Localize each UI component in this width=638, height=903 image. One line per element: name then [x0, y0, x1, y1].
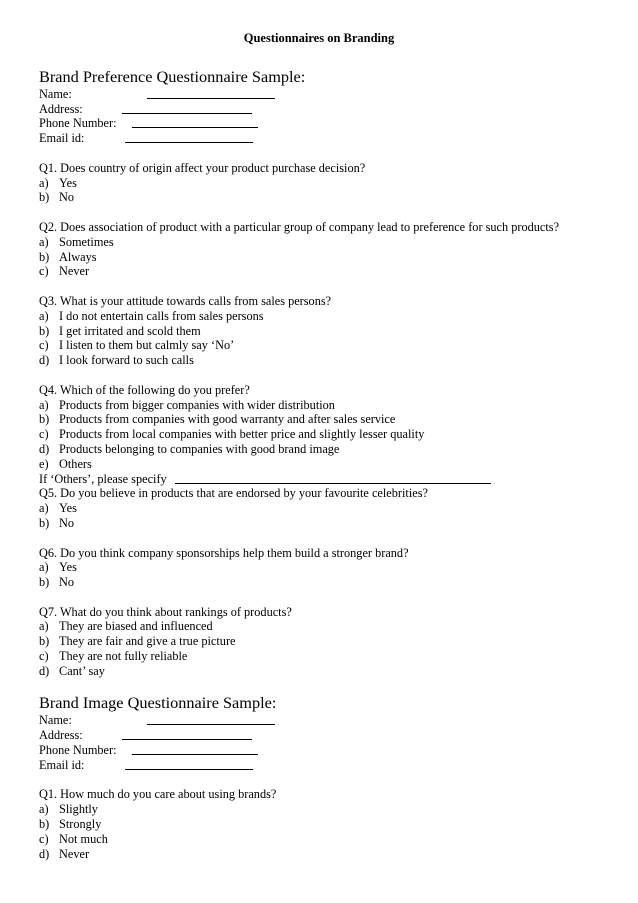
- option-a: a) Sometimes: [39, 234, 114, 249]
- email-field: [39, 758, 638, 773]
- question-text: Q1. Does country of origin affect your product purchase decision?: [39, 160, 366, 175]
- question-text: Q7. What do you think about rankings of products?: [39, 604, 292, 619]
- others-specify: [39, 472, 638, 487]
- field-label: Email id:: [39, 757, 85, 772]
- blank-line: [122, 113, 252, 114]
- option-b: b) Products from companies with good warranty and after sales service: [39, 412, 396, 427]
- field-label: Address:: [39, 101, 83, 116]
- address-field: [39, 102, 638, 117]
- question-7: [39, 605, 638, 679]
- question-1: [39, 161, 638, 205]
- field-label: Phone Number:: [39, 116, 117, 131]
- phone-field: [39, 116, 638, 131]
- brand-preference-section: [39, 67, 638, 694]
- phone-field: [39, 743, 638, 758]
- section-title: Brand Preference Questionnaire Sample:: [39, 66, 306, 86]
- option-a: a) Slightly: [39, 802, 98, 817]
- field-label: Email id:: [39, 131, 85, 146]
- question-text: Q6. Do you think company sponsorships help them build a stronger brand?: [39, 545, 409, 560]
- option-c: c) Never: [39, 264, 90, 279]
- question-1: [39, 787, 638, 861]
- brand-image-section: [39, 693, 638, 861]
- option-d: d) Never: [39, 846, 90, 861]
- question-text: Q5. Do you believe in products that are endorsed by your favourite celebrities?: [39, 486, 428, 501]
- blank-line: [132, 127, 258, 128]
- question-text: Q4. Which of the following do you prefer?: [39, 382, 250, 397]
- option-b: b) No: [39, 515, 75, 530]
- blank-line: [125, 769, 253, 770]
- option-a: a) Yes: [39, 175, 77, 190]
- option-a: a) Yes: [39, 560, 77, 575]
- blank-line: [122, 739, 252, 740]
- address-field: [39, 728, 638, 743]
- question-text: Q2. Does association of product with a particular group of company lead to preference for such products?: [39, 219, 560, 234]
- option-d: d) I look forward to such calls: [39, 353, 194, 368]
- field-label: Address:: [39, 728, 83, 743]
- option-b: b) I get irritated and scold them: [39, 323, 201, 338]
- option-b: b) Strongly: [39, 817, 102, 832]
- name-field: [39, 87, 638, 102]
- option-d: d) Cant’ say: [39, 663, 105, 678]
- option-a: a) I do not entertain calls from sales persons: [39, 308, 264, 323]
- blank-line: [147, 724, 275, 725]
- field-label: Name:: [39, 713, 72, 728]
- option-b: b) No: [39, 575, 75, 590]
- option-b: b) No: [39, 190, 75, 205]
- blank-line: [132, 754, 258, 755]
- question-text: Q3. What is your attitude towards calls from sales persons?: [39, 293, 332, 308]
- blank-line: [125, 142, 253, 143]
- option-a: a) Products from bigger companies with wider distribution: [39, 397, 335, 412]
- blank-line: [175, 483, 491, 484]
- option-a: a) Yes: [39, 501, 77, 516]
- option-c: c) I listen to them but calmly say ‘No’: [39, 338, 235, 353]
- option-c: c) Products from local companies with better price and slightly lesser quality: [39, 427, 425, 442]
- question-3: [39, 294, 638, 368]
- question-2: [39, 220, 638, 279]
- field-label: Phone Number:: [39, 743, 117, 758]
- blank-line: [147, 98, 275, 99]
- name-field: [39, 713, 638, 728]
- option-a: a) They are biased and influenced: [39, 619, 213, 634]
- specify-label: If ‘Others’, please specify: [39, 471, 167, 486]
- document-title: Questionnaires on Branding: [243, 31, 395, 45]
- option-d: d) Products belonging to companies with good brand image: [39, 441, 340, 456]
- option-b: b) They are fair and give a true picture: [39, 634, 236, 649]
- option-e: e) Others: [39, 456, 92, 471]
- option-b: b) Always: [39, 249, 97, 264]
- section-title: Brand Image Questionnaire Sample:: [39, 693, 277, 713]
- question-4: [39, 383, 638, 487]
- question-text: Q1. How much do you care about using brands?: [39, 787, 277, 802]
- question-6: [39, 546, 638, 590]
- option-c: c) Not much: [39, 831, 108, 846]
- email-field: [39, 131, 638, 146]
- question-5: [39, 486, 638, 530]
- field-label: Name:: [39, 86, 72, 101]
- option-c: c) They are not fully reliable: [39, 649, 188, 664]
